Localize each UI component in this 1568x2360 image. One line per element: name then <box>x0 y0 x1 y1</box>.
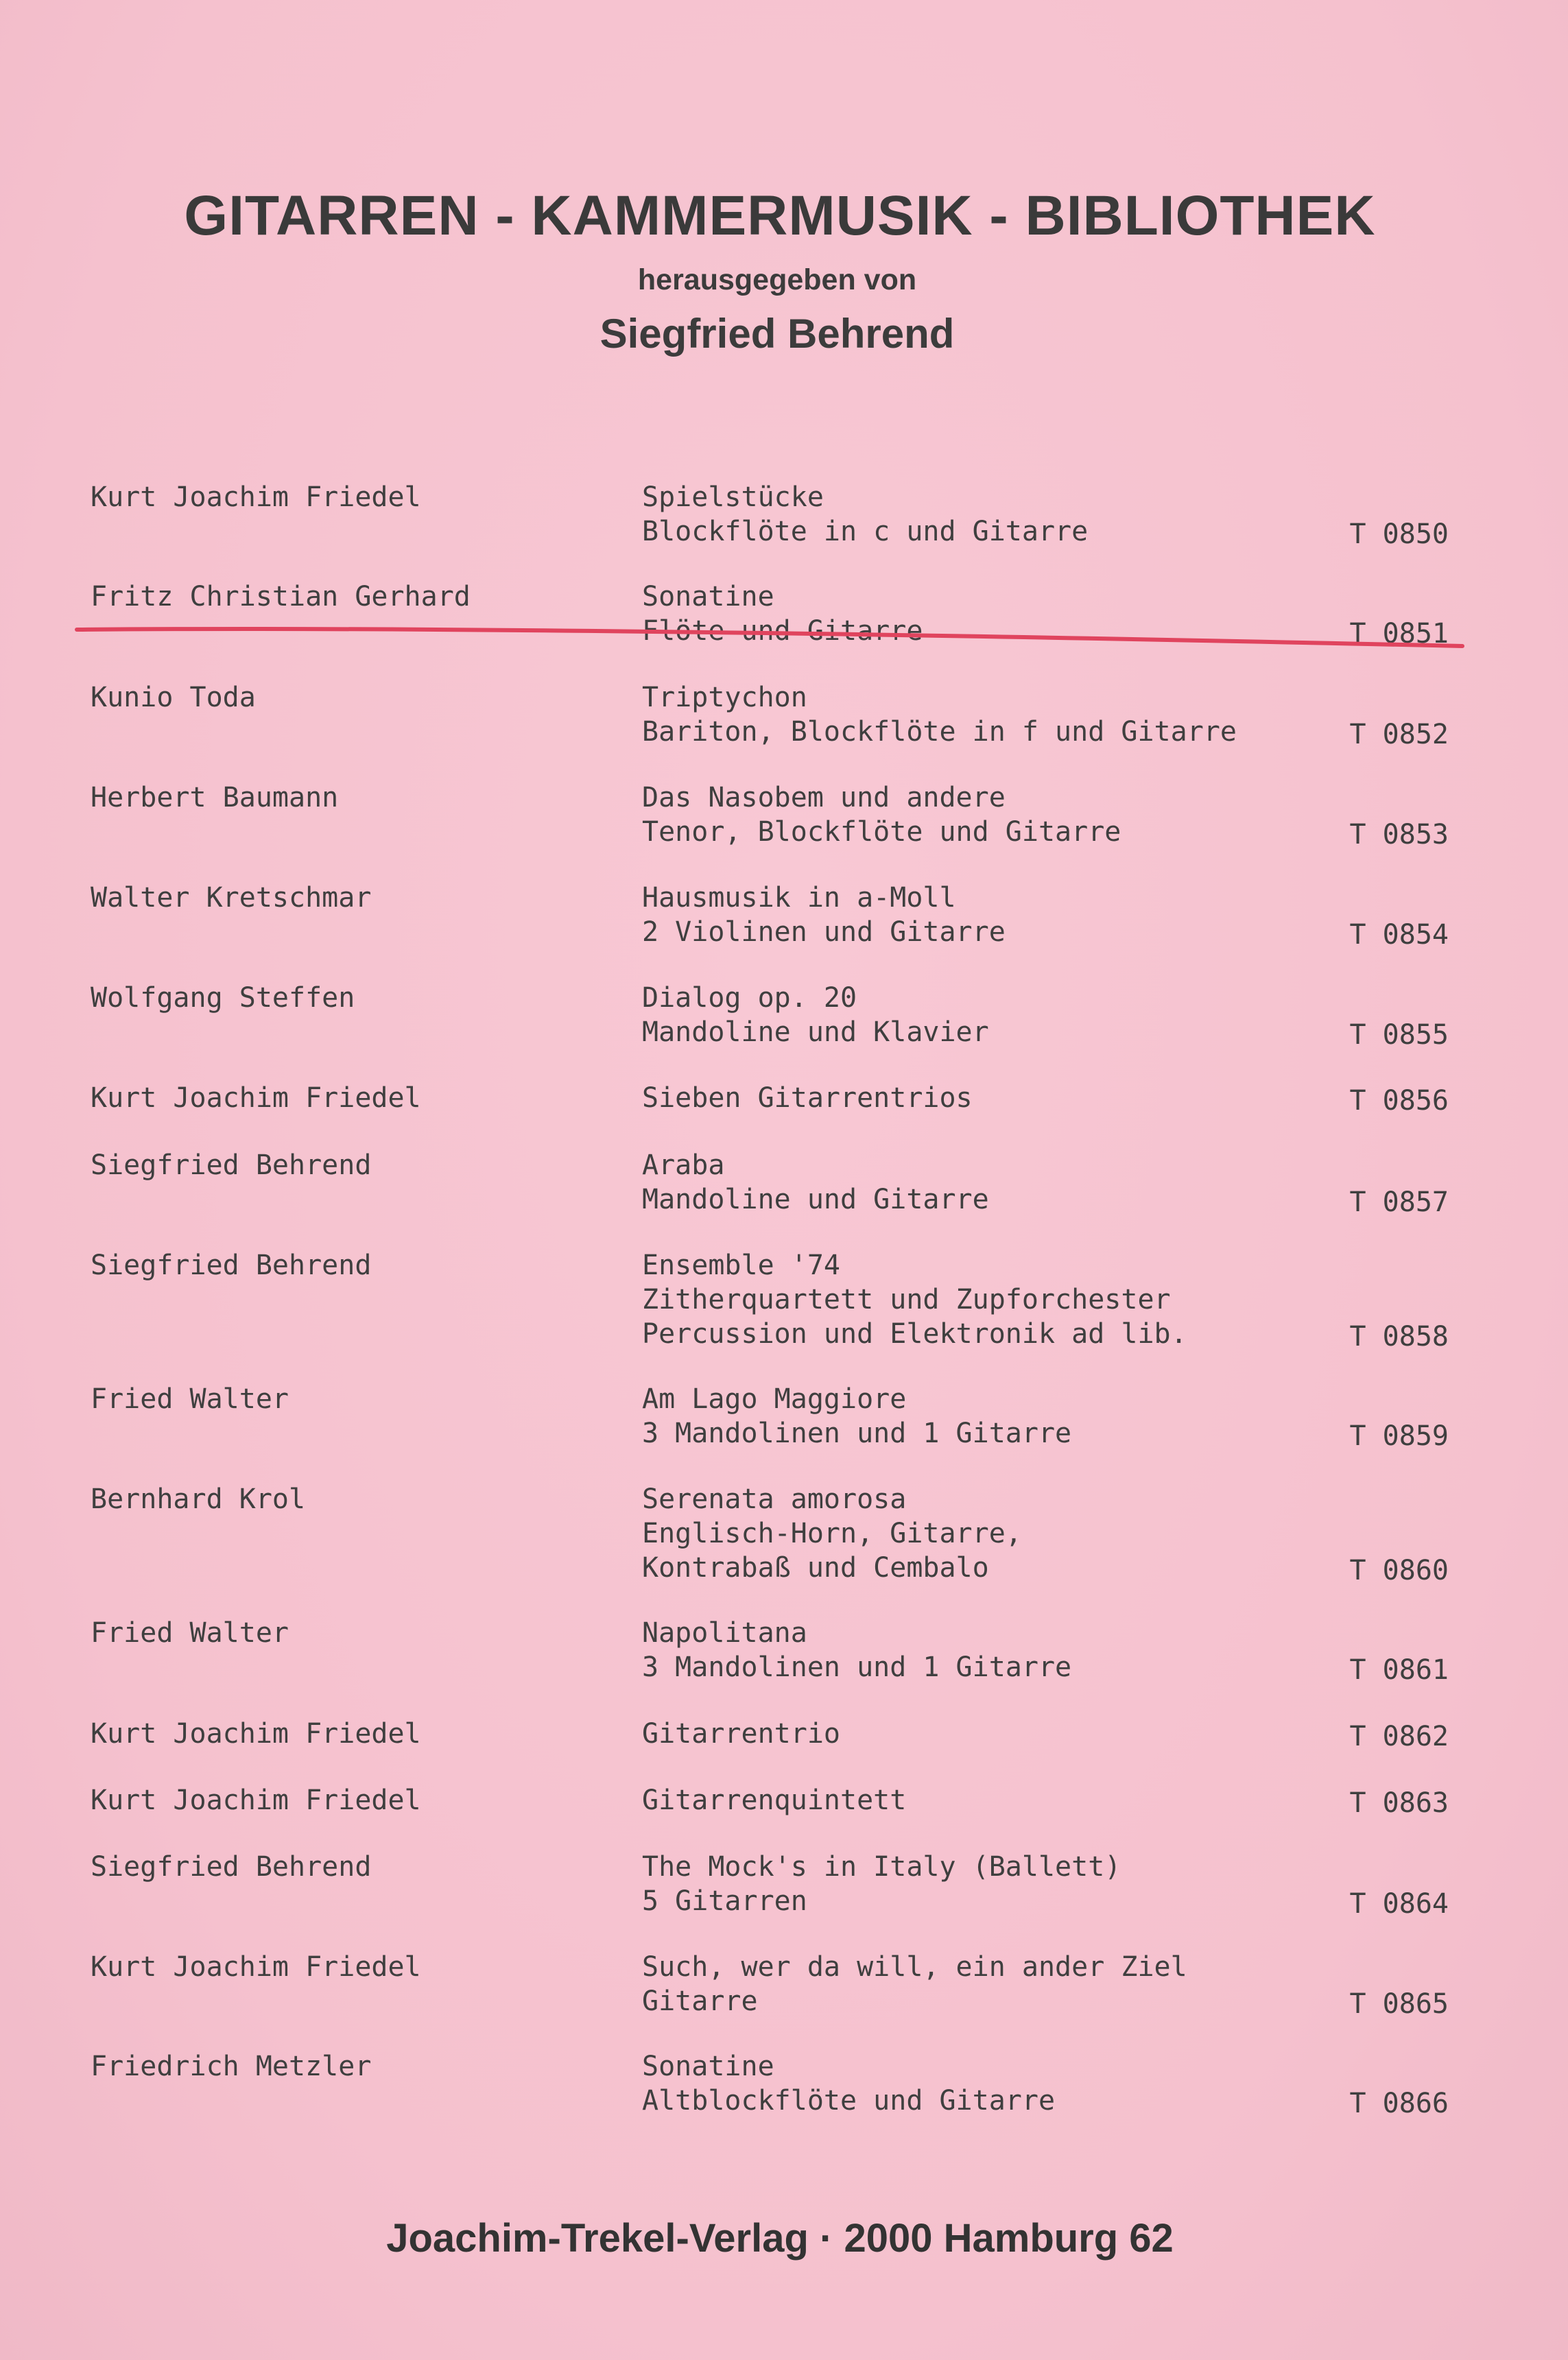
work-title: Sonatine <box>642 581 774 612</box>
composer-name: Fried Walter <box>91 1617 289 1649</box>
composer-name: Friedrich Metzler <box>91 2051 372 2082</box>
page-subtitle: herausgegeben von <box>637 263 917 296</box>
work-title: Gitarrenquintett <box>642 1785 907 1816</box>
catalog-number: T 0855 <box>1349 1019 1449 1051</box>
composer-name: Siegfried Behrend <box>91 1250 372 1281</box>
work-title: Gitarrentrio <box>642 1718 840 1750</box>
catalog-number: T 0851 <box>1349 618 1449 649</box>
work-instrumentation: Tenor, Blockflöte und Gitarre <box>642 816 1121 848</box>
work-instrumentation: Percussion und Elektronik ad lib. <box>642 1318 1187 1350</box>
catalog-number: T 0863 <box>1349 1787 1449 1819</box>
work-title: Das Nasobem und andere <box>642 782 1006 813</box>
work-title: Am Lago Maggiore <box>642 1383 907 1415</box>
work-title: The Mock's in Italy (Ballett) <box>642 1851 1121 1883</box>
work-instrumentation: Flöte und Gitarre <box>642 615 923 647</box>
catalog-number: T 0858 <box>1349 1321 1449 1352</box>
catalog-number: T 0853 <box>1349 819 1449 850</box>
catalog-number: T 0864 <box>1349 1888 1449 1920</box>
composer-name: Kurt Joachim Friedel <box>91 1082 421 1114</box>
composer-name: Herbert Baumann <box>91 782 339 813</box>
work-title: Araba <box>642 1149 725 1181</box>
work-title: Sieben Gitarrentrios <box>642 1082 973 1114</box>
work-instrumentation: Mandoline und Gitarre <box>642 1184 989 1215</box>
catalog-number: T 0852 <box>1349 719 1449 750</box>
catalog-number: T 0859 <box>1349 1420 1449 1452</box>
work-instrumentation: Mandoline und Klavier <box>642 1016 989 1048</box>
work-instrumentation: Zitherquartett und Zupforchester <box>642 1284 1171 1315</box>
catalog-number: T 0862 <box>1349 1721 1449 1752</box>
composer-name: Walter Kretschmar <box>91 882 372 914</box>
catalog-number: T 0856 <box>1349 1085 1449 1117</box>
composer-name: Siegfried Behrend <box>91 1149 372 1181</box>
work-instrumentation: Englisch-Horn, Gitarre, <box>642 1518 1022 1549</box>
work-instrumentation: 3 Mandolinen und 1 Gitarre <box>642 1652 1072 1683</box>
composer-name: Fritz Christian Gerhard <box>91 581 471 612</box>
page-title: GITARREN - KAMMERMUSIK - BIBLIOTHEK <box>184 184 1376 247</box>
work-title: Serenata amorosa <box>642 1483 907 1515</box>
work-title: Sonatine <box>642 2051 774 2082</box>
composer-name: Kurt Joachim Friedel <box>91 1718 421 1750</box>
work-instrumentation: 5 Gitarren <box>642 1885 807 1917</box>
work-title: Such, wer da will, ein ander Ziel <box>642 1951 1187 1983</box>
work-instrumentation: 3 Mandolinen und 1 Gitarre <box>642 1418 1072 1449</box>
catalog-number: T 0866 <box>1349 2088 1449 2119</box>
catalog-number: T 0857 <box>1349 1187 1449 1218</box>
composer-name: Kurt Joachim Friedel <box>91 1951 421 1983</box>
work-instrumentation: Bariton, Blockflöte in f und Gitarre <box>642 716 1237 748</box>
composer-name: Kunio Toda <box>91 682 256 713</box>
work-title: Spielstücke <box>642 481 824 513</box>
work-title: Dialog op. 20 <box>642 982 857 1014</box>
work-instrumentation: Blockflöte in c und Gitarre <box>642 516 1089 547</box>
work-instrumentation: 2 Violinen und Gitarre <box>642 916 1006 948</box>
catalog-number: T 0860 <box>1349 1555 1449 1586</box>
publisher-footer: Joachim-Trekel-Verlag · 2000 Hamburg 62 <box>386 2216 1174 2261</box>
work-title: Hausmusik in a-Moll <box>642 882 956 914</box>
catalog-number: T 0861 <box>1349 1654 1449 1686</box>
composer-name: Kurt Joachim Friedel <box>91 481 421 513</box>
composer-name: Bernhard Krol <box>91 1483 306 1515</box>
editor-name: Siegfried Behrend <box>599 311 955 357</box>
work-instrumentation: Gitarre <box>642 1986 758 2017</box>
work-title: Triptychon <box>642 682 807 713</box>
composer-name: Fried Walter <box>91 1383 289 1415</box>
work-instrumentation: Altblockflöte und Gitarre <box>642 2085 1056 2117</box>
catalog-number: T 0854 <box>1349 919 1449 951</box>
composer-name: Siegfried Behrend <box>91 1851 372 1883</box>
composer-name: Kurt Joachim Friedel <box>91 1785 421 1816</box>
work-title: Napolitana <box>642 1617 807 1649</box>
composer-name: Wolfgang Steffen <box>91 982 355 1014</box>
work-instrumentation: Kontrabaß und Cembalo <box>642 1552 989 1584</box>
catalog-number: T 0850 <box>1349 519 1449 550</box>
work-title: Ensemble '74 <box>642 1250 840 1281</box>
catalog-number: T 0865 <box>1349 1988 1449 2020</box>
